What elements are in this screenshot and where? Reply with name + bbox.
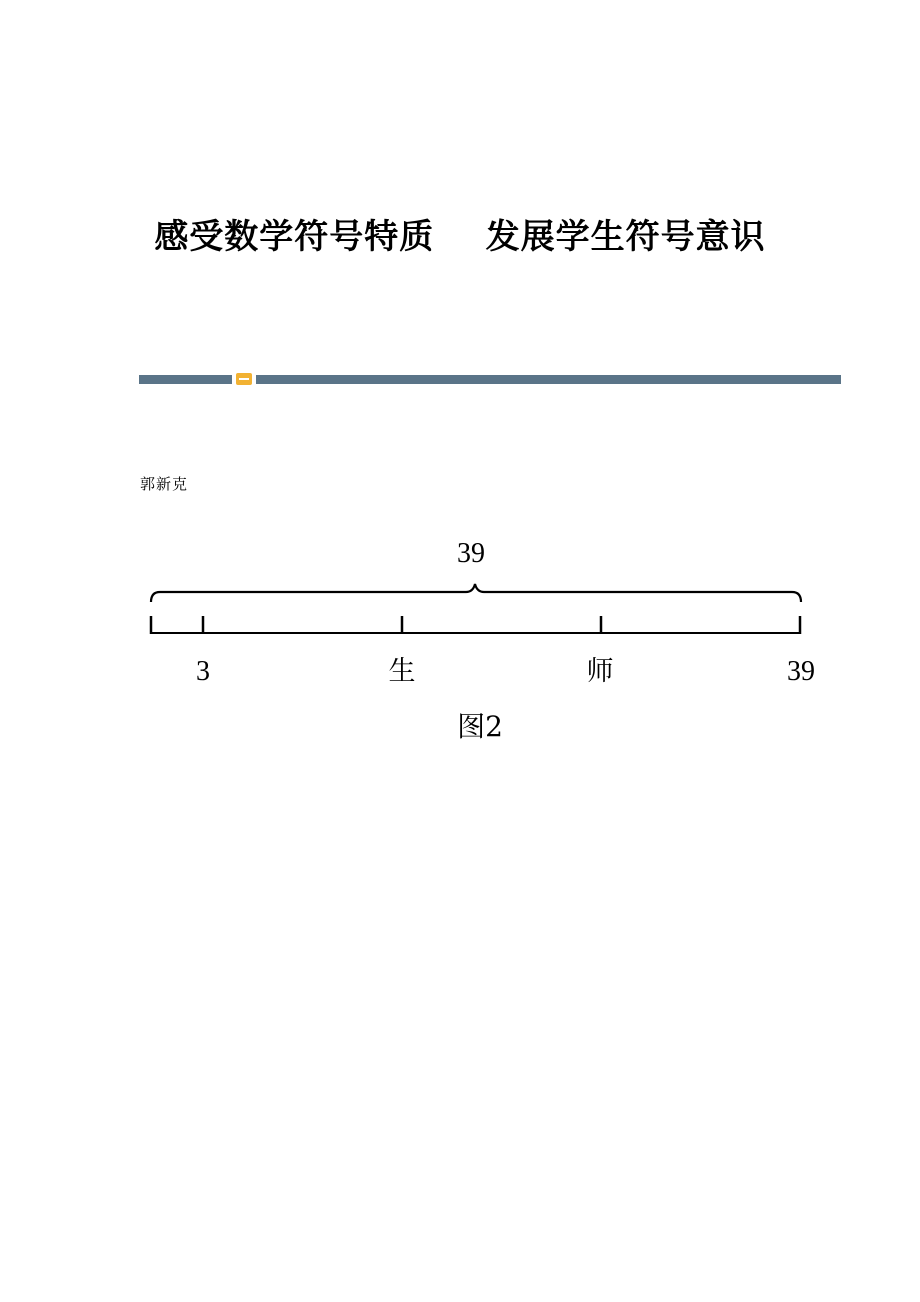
segment-label-4: 39: [787, 656, 815, 687]
document-badge-icon: [236, 373, 252, 385]
brace-total-label: 39: [457, 538, 485, 569]
header-divider: [139, 375, 841, 384]
divider-bar-left: [139, 375, 232, 384]
figure-caption: 图2: [457, 710, 503, 743]
top-brace: [151, 584, 801, 602]
segment-diagram-figure: [130, 530, 830, 750]
segment-label-1: 3: [196, 656, 210, 687]
segment-label-3: 师: [586, 656, 614, 687]
segment-diagram: [130, 530, 830, 750]
document-title: 感受数学符号特质 发展学生符号意识: [154, 217, 766, 257]
author-name: 郭新克: [140, 475, 189, 493]
segment-label-2: 生: [388, 656, 416, 687]
divider-bar-right: [256, 375, 841, 384]
